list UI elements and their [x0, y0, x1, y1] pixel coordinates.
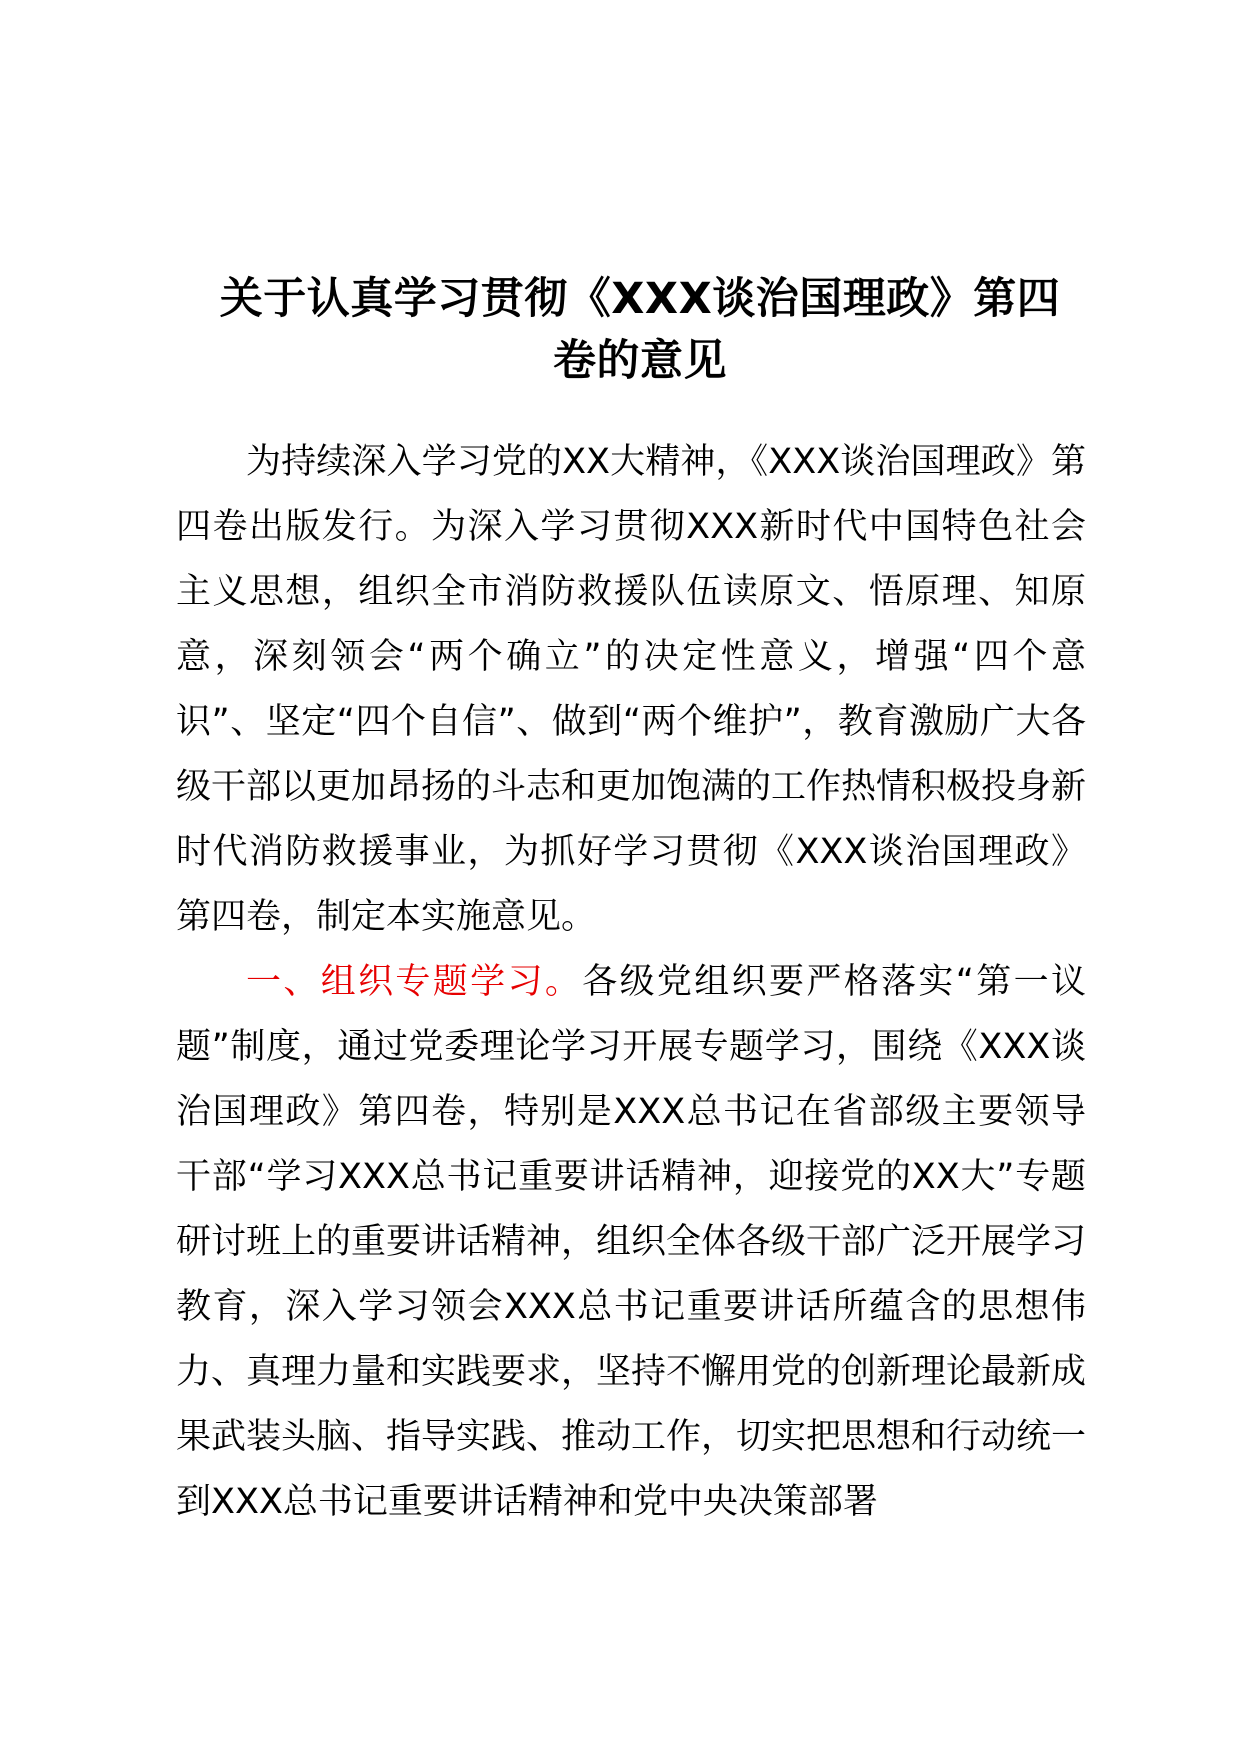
- intro-paragraph: 为持续深入学习党的XX大精神，《XXX谈治国理政》第四卷出版发行。为深入学习贯彻XXX新时代中国特色社会主义思想，组织全市消防救援队伍读原文、悟原理、知原意，深刻领会“两个确立”的决定性意义，增强“四个意识”、坚定“四个自信”、做到“两个维护”，教育激励广大各级干部以更加昂扬的斗志和更加饱满的工作热情积极投身新时代消防救援事业，为抓好学习贯彻《XXX谈治国理政》第四卷，制定本实施意见。: [176, 442, 1087, 937]
- document-title: 关于认真学习贯彻《XXX谈治国理政》第四 卷的意见: [219, 274, 1061, 386]
- section-1-paragraph: [176, 950, 1086, 1535]
- section-1-text: 各级党组织要严格落实“第一议题”制度，通过党委理论学习开展专题学习，围绕《XXX谈治国理政》第四卷，特别是XXX总书记在省部级主要领导干部“学习XXX总书记重要讲话精神，迎接党的XX大”专题研讨班上的重要讲话精神，组织全体各级干部广泛开展学习教育，深入学习领会XXX总书记重要讲话所蕴含的思想伟力、真理力量和实践要求，坚持不懈用党的创新理论最新成果武装头脑、指导实践、推动工作，切实把思想和行动统一到XXX总书记重要讲话精神和党中央决策部署: [176, 962, 1087, 1522]
- document-body: [176, 430, 1086, 1535]
- section-1-heading: 一、组织专题学习。: [246, 962, 583, 1002]
